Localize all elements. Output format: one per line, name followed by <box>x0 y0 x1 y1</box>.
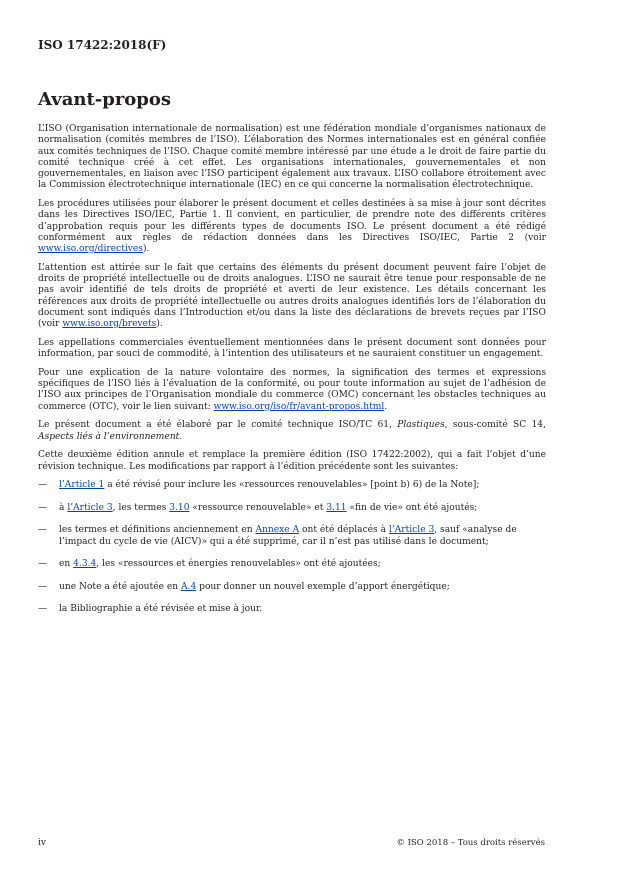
article-3-link[interactable]: l’Article 3 <box>388 525 435 536</box>
article-1-link[interactable]: l’Article 1 <box>59 480 105 491</box>
paragraph-iso-description: L’ISO (Organisation internationale de normalisation) est une fédération mondiale d’organismes nationaux de normalisation (comités membres de l’ISO). L’élaboration des Normes internationales est en général confiée aux comités techniques de l’ISO. Chaque comité membre intéressé par une étude a le droit de faire partie du comité technique créé à cet effet. Les organisations internationales, gouvernementales et non gouvernementales, en liaison avec l’ISO participent également aux travaux. L’ISO collabore étroitement avec la Commission électrotechnique internationale (IEC) en ce qui concerne la normalisation électrotechnique. <box>38 124 546 191</box>
list-item <box>38 604 546 615</box>
list-item-text: , sauf «analyse de l’impact du cycle de vie (AICV)» qui a été supprimé, car il n’est pas utilisé dans le document; <box>59 525 517 547</box>
subcommittee-title-italic: Aspects liés à l’environnement <box>38 431 180 442</box>
directives-link[interactable]: www.iso.org/directives <box>38 244 143 254</box>
list-item-text: «fin de vie» ont été ajoutés; <box>346 502 478 513</box>
paragraph-committee <box>38 420 546 443</box>
section-4-3-4-link[interactable]: 4.3.4 <box>73 559 97 570</box>
list-item-text: pour donner un nouvel exemple d’apport énergétique; <box>196 581 450 592</box>
paragraph-tail: ). <box>156 319 163 329</box>
paragraph-trade-names: Les appellations commerciales éventuellement mentionnées dans le présent document sont données pour information, par souci de commodité, à l’intention des utilisateurs et ne sauraient constituer un engagement. <box>38 337 546 359</box>
annex-a-link[interactable]: Annexe A <box>255 525 300 536</box>
patents-link[interactable]: www.iso.org/brevets <box>62 319 157 329</box>
page-title: Avant-propos <box>38 89 172 110</box>
list-item-text: a été révisé pour inclure les «ressources renouvelables» [point b) 6) de la Note]; <box>104 480 480 491</box>
list-item <box>38 559 546 570</box>
list-dash: — <box>38 581 48 592</box>
list-item <box>38 503 546 514</box>
paragraph-voluntary-nature <box>38 368 546 413</box>
list-item-text: , les termes <box>112 502 170 513</box>
list-item-text: la Bibliographie a été révisée et mise à jour. <box>59 604 263 615</box>
list-item-text: une Note a été ajoutée en <box>59 581 181 592</box>
list-dash: — <box>38 559 48 570</box>
paragraph-text: Le présent document a été élaboré par le comité technique ISO/TC 61, <box>38 420 398 431</box>
term-3-10-link[interactable]: 3.10 <box>169 502 190 513</box>
list-item <box>38 480 546 491</box>
copyright-notice: © ISO 2018 – Tous droits réservés <box>396 838 545 848</box>
list-item-text: à <box>59 502 68 513</box>
changes-list <box>38 480 546 615</box>
list-item-text: ont été déplacés à <box>299 525 389 536</box>
list-item-text: les termes et définitions anciennement en <box>59 525 256 536</box>
committee-title-italic: Plastiques <box>397 420 445 431</box>
paragraph-text: L’attention est attirée sur le fait que certains des éléments du présent document peuvent faire l’objet de droits de propriété intellectuelle ou de droits analogues. L’ISO ne saurait être tenue pour responsable de ne pas avoir identifié de tels droits de propriété et averti de leur existence. Les détails concernant les références aux droits de propriété intellectuelle ou autres droits analogues identifiés lors de l’élaboration du document sont indiqués dans l’Introduction et/ou dans la liste des déclarations de brevets reçues par l’ISO (voir <box>38 262 546 329</box>
paragraph-edition-changes: Cette deuxième édition annule et remplace la première édition (ISO 17422:2002), qui a fait l’objet d’une révision technique. Les modifications par rapport à l’édition précédente sont les suivantes: <box>38 450 546 472</box>
term-3-11-link[interactable]: 3.11 <box>326 502 347 513</box>
foreword-info-link[interactable]: www.iso.org/iso/fr/avant-propos.html <box>213 401 385 412</box>
paragraph-tail: ). <box>142 244 150 254</box>
paragraph-text: , sous-comité SC 14, <box>444 420 546 431</box>
article-3-link[interactable]: l’Article 3 <box>67 502 113 513</box>
list-dash: — <box>38 604 48 615</box>
paragraph-procedures <box>38 199 546 255</box>
list-dash: — <box>38 480 48 491</box>
list-item-text: «ressource renouvelable» et <box>189 502 327 513</box>
paragraph-tail: . <box>384 401 388 412</box>
list-dash: — <box>38 525 48 536</box>
paragraph-patents <box>38 263 546 331</box>
list-item-text: , les «ressources et énergies renouvelables» ont été ajoutées; <box>96 559 381 570</box>
paragraph-text: Les procédures utilisées pour élaborer le présent document et celles destinées à sa mise à jour sont décrites dans les Directives ISO/IEC, Partie 1. Il convient, en particulier, de prendre note des différents critères d’approbation requis pour les différents types de documents ISO. Le présent document a été rédigé conformément aux règles de rédaction données dans les Directives ISO/IEC, Partie 2 (voir <box>38 199 546 243</box>
foreword-body <box>38 124 546 627</box>
list-dash: — <box>38 502 48 513</box>
list-item-text: en <box>59 559 74 570</box>
list-item <box>38 582 546 593</box>
list-item <box>38 525 546 548</box>
document-id-header: ISO 17422:2018(F) <box>38 38 167 52</box>
page-number: iv <box>38 838 46 848</box>
paragraph-text: Pour une explication de la nature volontaire des normes, la signification des termes et expressions spécifiques de l’ISO liés à l’évaluation de la conformité, ou pour toute information au sujet de l’adhésion de l’ISO aux principes de l’Organisation mondiale du commerce (OMC) concernant les obstacles techniques au commerce (OTC), voir le lien suivant: <box>38 367 546 412</box>
section-a-4-link[interactable]: A.4 <box>180 581 197 592</box>
paragraph-tail: . <box>179 431 183 442</box>
